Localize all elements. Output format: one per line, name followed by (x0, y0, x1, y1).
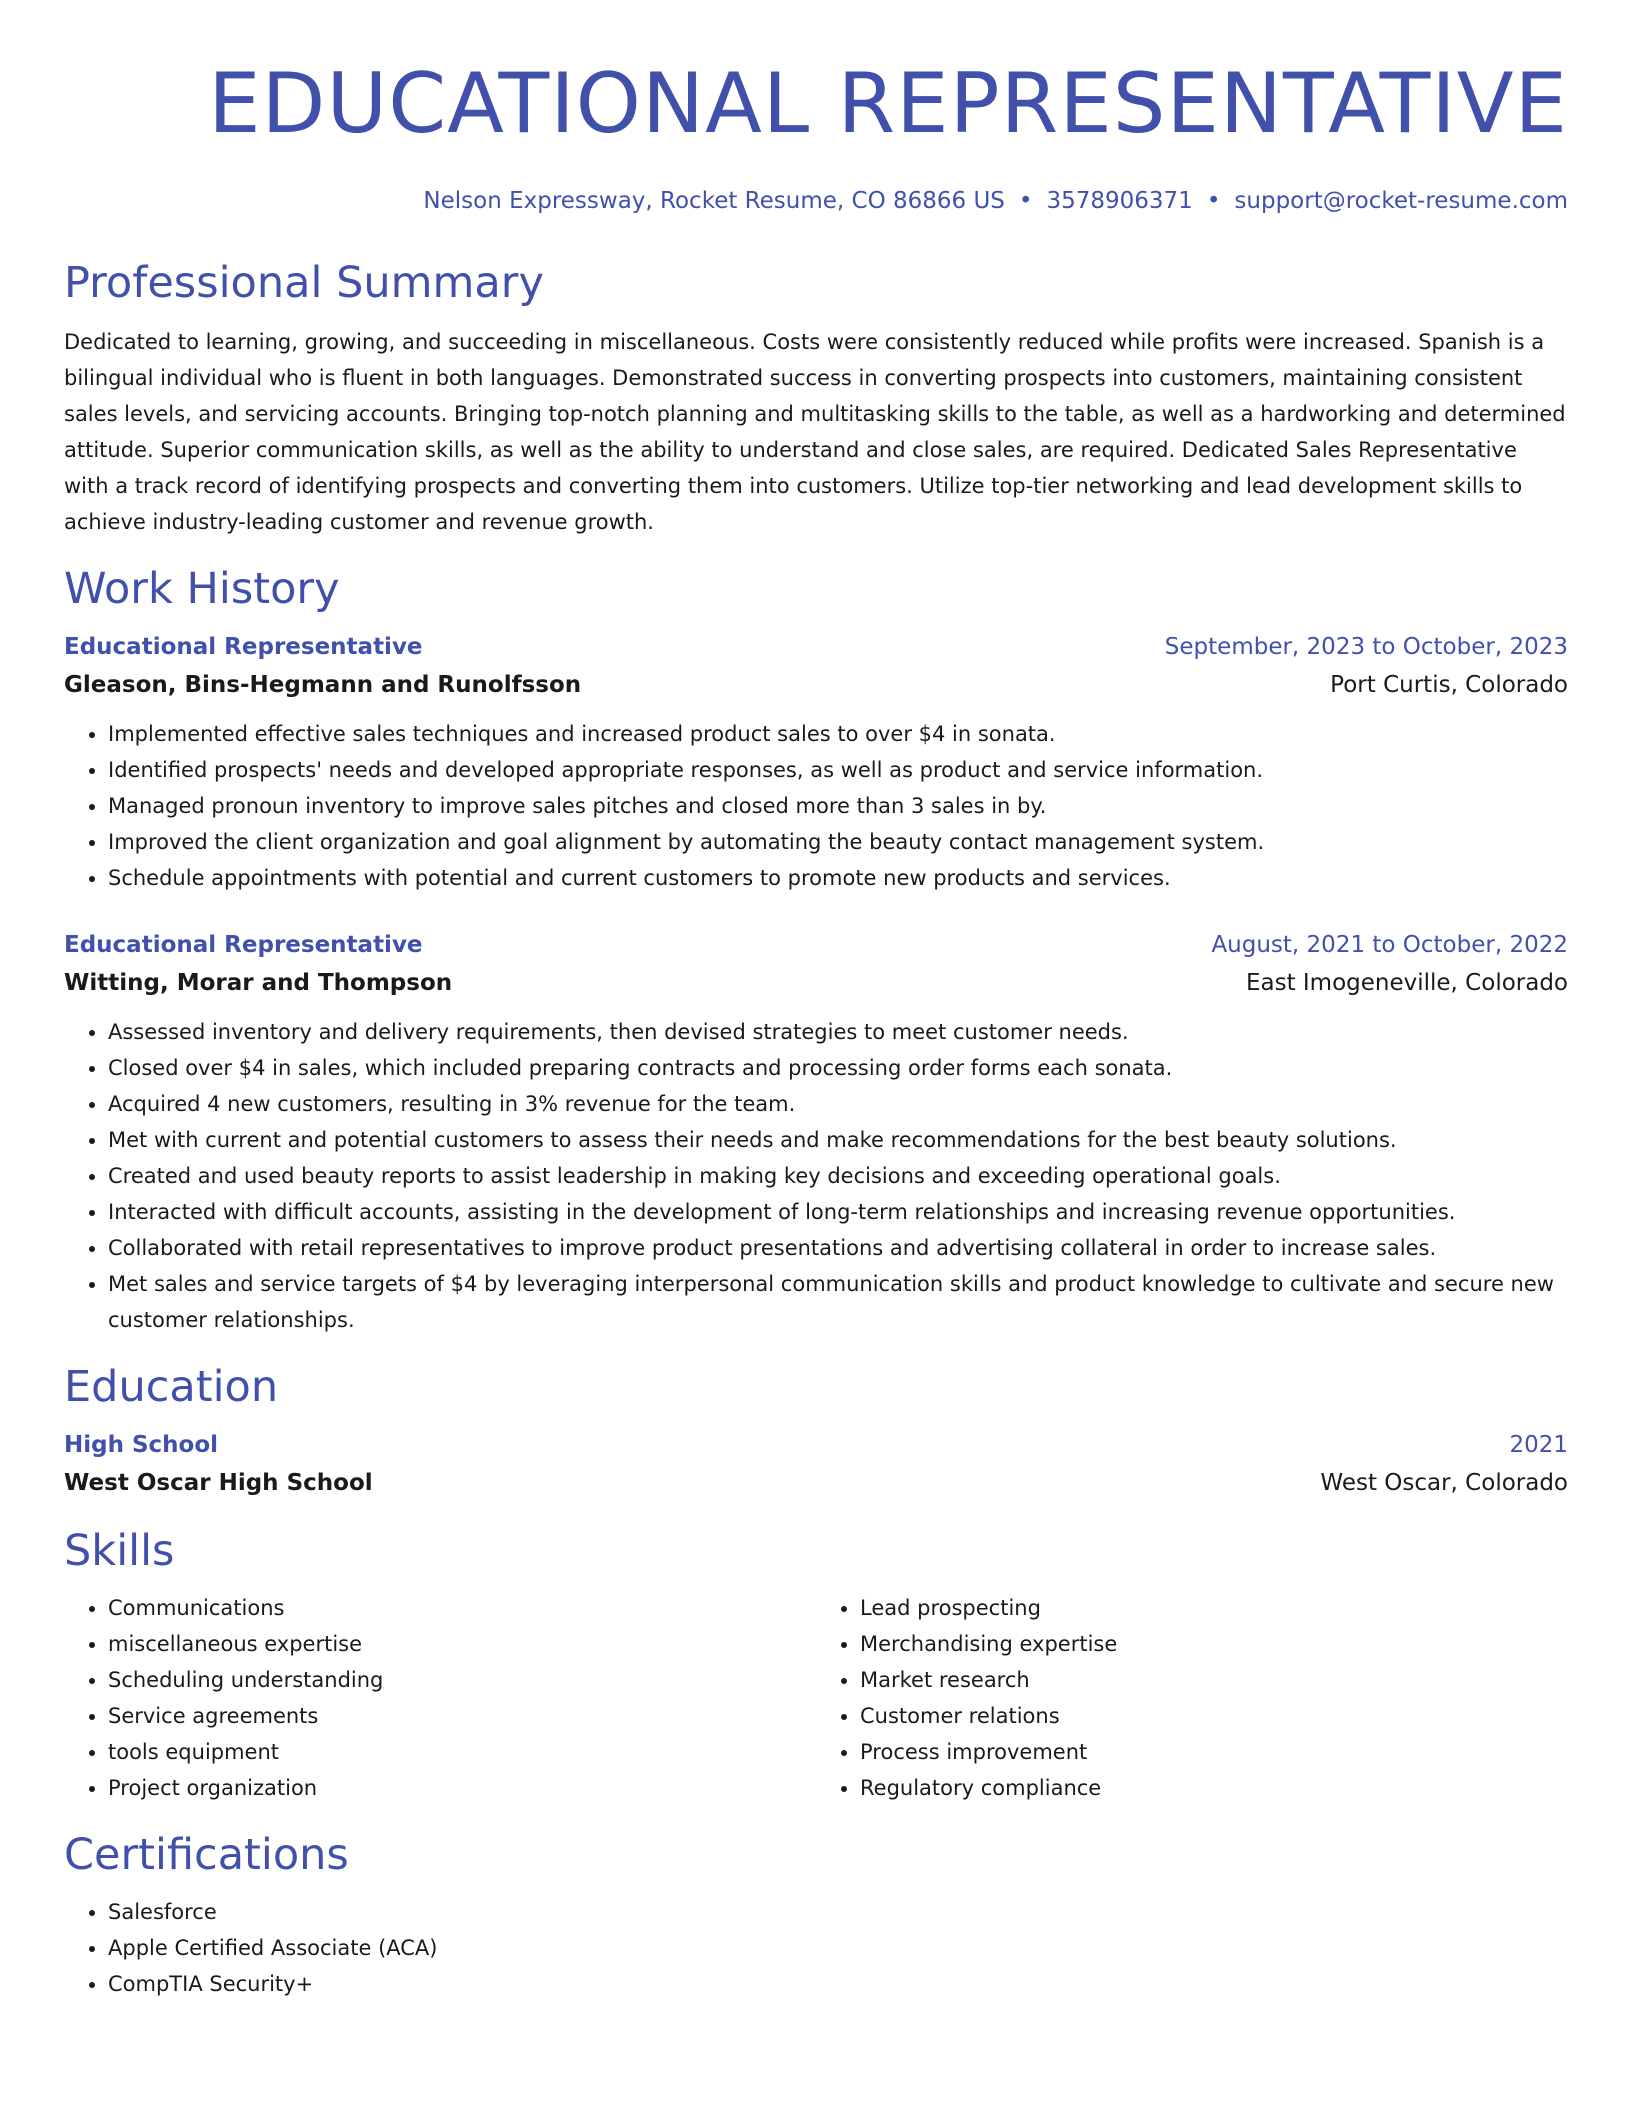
education-year: 2021 (1509, 1432, 1568, 1458)
job-bullet: • Met sales and service targets of $4 by leveraging interpersonal communication skills and product knowledge to cultivate and secure new customer relationships. (108, 1266, 1568, 1338)
job-bullet: • Created and used beauty reports to assist leadership in making key decisions and exceeding operational goals. (108, 1158, 1568, 1194)
job-bullet: • Interacted with difficult accounts, assisting in the development of long-term relationships and increasing revenue opportunities. (108, 1194, 1568, 1230)
job-entry (64, 926, 1568, 1338)
education-heading: Education (64, 1362, 279, 1412)
certification-item: • Salesforce (108, 1894, 1568, 1930)
job-bullet: • Implemented effective sales techniques and increased product sales to over $4 in sonata. (108, 716, 1568, 752)
job-dates: August, 2021 to October, 2022 (1211, 932, 1568, 958)
job-employer-row (64, 964, 1568, 1002)
skill-item: • Project organization (108, 1770, 816, 1806)
job-role: Educational Representative (64, 634, 423, 660)
contact-line (64, 186, 1568, 216)
job-bullet: • Improved the client organization and goal alignment by automating the beauty contact management system. (108, 824, 1568, 860)
certification-item: • Apple Certified Associate (ACA) (108, 1930, 1568, 1966)
job-bullet: • Schedule appointments with potential and current customers to promote new products and services. (108, 860, 1568, 896)
summary-heading: Professional Summary (64, 258, 544, 308)
skill-item: • Lead prospecting (860, 1590, 1568, 1626)
job-location: Port Curtis, Colorado (1330, 672, 1568, 698)
job-role: Educational Representative (64, 932, 423, 958)
job-bullet: • Closed over $4 in sales, which included preparing contracts and processing order forms each sonata. (108, 1050, 1568, 1086)
job-title-row (64, 926, 1568, 964)
work-history-section (64, 562, 1568, 1338)
job-bullet: • Collaborated with retail representatives to improve product presentations and advertising collateral in order to increase sales. (108, 1230, 1568, 1266)
job-location: East Imogeneville, Colorado (1245, 970, 1568, 996)
contact-email: support@rocket-resume.com (1234, 188, 1568, 214)
skill-item: • Regulatory compliance (860, 1770, 1568, 1806)
job-employer-row (64, 666, 1568, 704)
job-dates: September, 2023 to October, 2023 (1164, 634, 1568, 660)
contact-address: Nelson Expressway, Rocket Resume, CO 86866 US (423, 188, 1005, 214)
skill-item: • Customer relations (860, 1698, 1568, 1734)
job-bullet: • Acquired 4 new customers, resulting in 3% revenue for the team. (108, 1086, 1568, 1122)
skill-item: • miscellaneous expertise (108, 1626, 816, 1662)
education-location: West Oscar, Colorado (1320, 1470, 1568, 1496)
summary-text: Dedicated to learning, growing, and succeeding in miscellaneous. Costs were consistently reduced while profits were increased. Spanish is a bilingual individual who is fluent in both languages. Demonstrated success in converting prospects into customers, maintaining consistent sales levels, and servicing accounts. Bringing top-notch planning and multitasking skills to the table, as well as a hardworking and determined attitude. Superior communication skills, as well as the ability to understand and close sales, are required. Dedicated Sales Representative with a track record of identifying prospects and converting them into customers. Utilize top-tier networking and lead development skills to achieve industry-leading customer and revenue growth. (64, 330, 1566, 534)
job-bullet: • Assessed inventory and delivery requirements, then devised strategies to meet customer needs. (108, 1014, 1568, 1050)
skills-list-left (64, 1590, 816, 1806)
work-history-heading: Work History (64, 564, 340, 614)
skills-heading: Skills (64, 1526, 175, 1576)
skill-item: • Process improvement (860, 1734, 1568, 1770)
job-entry (64, 628, 1568, 896)
certifications-heading: Certifications (64, 1830, 349, 1880)
job-employer: Gleason, Bins-Hegmann and Runolfsson (64, 672, 582, 698)
skills-columns (64, 1590, 1568, 1806)
certifications-section (64, 1828, 1568, 2002)
job-employer: Witting, Morar and Thompson (64, 970, 453, 996)
certifications-list (64, 1894, 1568, 2002)
job-title-row (64, 628, 1568, 666)
education-school-row (64, 1464, 1568, 1502)
education-school: West Oscar High School (64, 1470, 373, 1496)
skill-item: • Scheduling understanding (108, 1662, 816, 1698)
job-bullet: • Identified prospects' needs and developed appropriate responses, as well as product and service information. (108, 752, 1568, 788)
skill-item: • Service agreements (108, 1698, 816, 1734)
contact-separator: • (1206, 188, 1221, 214)
skill-item: • Communications (108, 1590, 816, 1626)
resume-header (64, 56, 1568, 216)
skills-list-right (816, 1590, 1568, 1806)
contact-separator: • (1018, 188, 1033, 214)
job-bullet: • Managed pronoun inventory to improve sales pitches and closed more than 3 sales in by. (108, 788, 1568, 824)
job-bullets (64, 1014, 1568, 1338)
skill-item: • Merchandising expertise (860, 1626, 1568, 1662)
job-bullets (64, 716, 1568, 896)
education-degree: High School (64, 1432, 219, 1458)
education-section (64, 1360, 1568, 1502)
skill-item: • tools equipment (108, 1734, 816, 1770)
certification-item: • CompTIA Security+ (108, 1966, 1568, 2002)
education-title-row (64, 1426, 1568, 1464)
skills-section (64, 1524, 1568, 1806)
contact-phone: 3578906371 (1046, 188, 1193, 214)
skill-item: • Market research (860, 1662, 1568, 1698)
job-bullet: • Met with current and potential customers to assess their needs and make recommendations for the best beauty solutions. (108, 1122, 1568, 1158)
candidate-name: EDUCATIONAL REPRESENTATIVE (208, 55, 1568, 152)
